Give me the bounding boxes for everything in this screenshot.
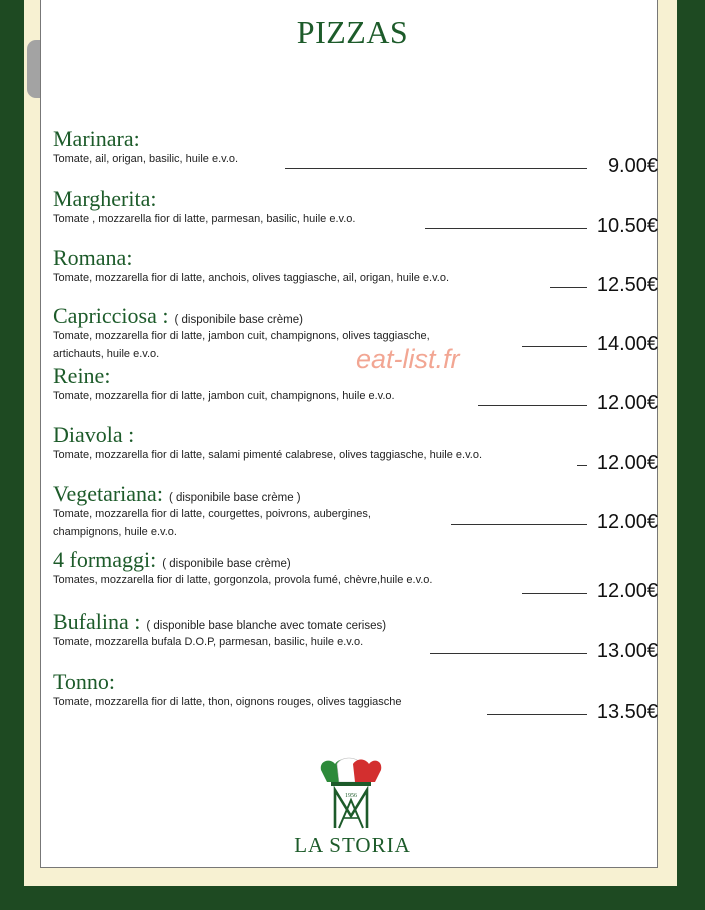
pizza-name: Marinara: [53, 126, 140, 151]
pizza-name-line [53, 126, 658, 152]
pizza-note: ( disponibile base crème) [162, 558, 291, 570]
pizza-name-line [53, 186, 658, 212]
leader-line [550, 287, 587, 288]
menu-item [53, 422, 658, 474]
pizza-ingredients-cont: artichauts, huile e.v.o. [53, 348, 160, 360]
leader-line [478, 405, 587, 406]
pizza-ingredients: Tomate, mozzarella fior di latte, jambon cuit, champignons, olives taggiasche, [53, 330, 430, 342]
pizza-details [53, 212, 658, 237]
pizza-ingredients: Tomate, mozzarella fior di latte, salami pimenté calabrese, olives taggiasche, huile e.v.o. [53, 449, 483, 461]
pizza-name: 4 formaggi: [53, 547, 157, 572]
pizza-details [53, 152, 658, 177]
pizza-ingredients: Tomate , mozzarella fior di latte, parmesan, basilic, huile e.v.o. [53, 213, 356, 225]
pizza-ingredients: Tomate, mozzarella fior di latte, thon, oignons rouges, olives taggiasche [53, 696, 402, 708]
pizza-name: Bufalina : [53, 609, 141, 634]
pizza-name: Diavola : [53, 422, 135, 447]
leader-line [487, 714, 587, 715]
page-title: PIZZAS [296, 14, 409, 50]
pizza-note: ( disponibile base crème) [174, 314, 303, 326]
pizza-ingredients: Tomate, ail, origan, basilic, huile e.v.o. [53, 153, 239, 165]
pizza-note: ( disponibile base crème ) [168, 492, 301, 504]
pizza-details [53, 271, 658, 296]
menu-item [53, 609, 658, 662]
pizza-name-line [53, 422, 658, 448]
pizza-ingredients: Tomate, mozzarella bufala D.O.P, parmesan, basilic, huile e.v.o. [53, 636, 364, 648]
leader-line [285, 168, 587, 169]
menu-item [53, 186, 658, 237]
pizza-details [53, 389, 658, 414]
menu-item [53, 126, 658, 177]
pizza-price: 13.50€ [596, 701, 658, 723]
pizza-price: 12.00€ [596, 580, 658, 602]
pizza-details [53, 507, 658, 538]
pizza-name-line [53, 245, 658, 271]
pizza-name: Romana: [53, 245, 133, 270]
brand-name: LA STORIA [294, 833, 411, 857]
pizza-price: 13.00€ [596, 640, 658, 662]
la-storia-logo [313, 756, 389, 830]
pizza-ingredients: Tomate, mozzarella fior di latte, anchois, olives taggiasche, ail, origan, huile e.v.o. [53, 272, 449, 284]
menu-item [53, 547, 658, 602]
menu-item [53, 669, 658, 723]
pizza-details [53, 695, 658, 723]
pizza-name: Capricciosa : [53, 303, 169, 328]
watermark-text: eat-list.fr [356, 344, 460, 374]
pizza-name: Margherita: [53, 186, 157, 211]
pizza-ingredients: Tomate, mozzarella fior di latte, courgettes, poivrons, aubergines, [53, 508, 371, 520]
pizza-price: 9.00€ [607, 155, 658, 177]
menu-item [53, 245, 658, 296]
pizza-name: Vegetariana: [53, 481, 163, 506]
pizza-price: 12.50€ [596, 274, 658, 296]
leader-line [451, 524, 587, 525]
leader-line [425, 228, 587, 229]
pizza-price: 10.50€ [596, 215, 658, 237]
leader-line [577, 465, 587, 466]
pizza-price: 14.00€ [596, 333, 658, 355]
pizza-price: 12.00€ [596, 392, 658, 414]
menu-item [53, 481, 658, 538]
pizza-name: Reine: [53, 363, 111, 388]
pizza-name: Tonno: [53, 669, 116, 694]
pizza-ingredients: Tomates, mozzarella fior di latte, gorgonzola, provola fumé, chèvre,huile e.v.o. [53, 574, 433, 586]
pizza-ingredients: Tomate, mozzarella fior di latte, jambon cuit, champignons, huile e.v.o. [53, 390, 395, 402]
pizza-price: 12.00€ [596, 452, 658, 474]
pizza-details [53, 448, 658, 474]
pizza-ingredients-cont: champignons, huile e.v.o. [53, 526, 177, 538]
leader-line [522, 593, 587, 594]
pizza-note: ( disponible base blanche avec tomate cerises) [146, 620, 387, 632]
leader-line [430, 653, 587, 654]
svg-text:1956: 1956 [345, 793, 357, 799]
pizza-name-line [53, 669, 658, 695]
leader-line [522, 346, 587, 347]
pizza-price: 12.00€ [596, 511, 658, 533]
pizza-details [53, 635, 658, 662]
pizza-details [53, 573, 658, 602]
